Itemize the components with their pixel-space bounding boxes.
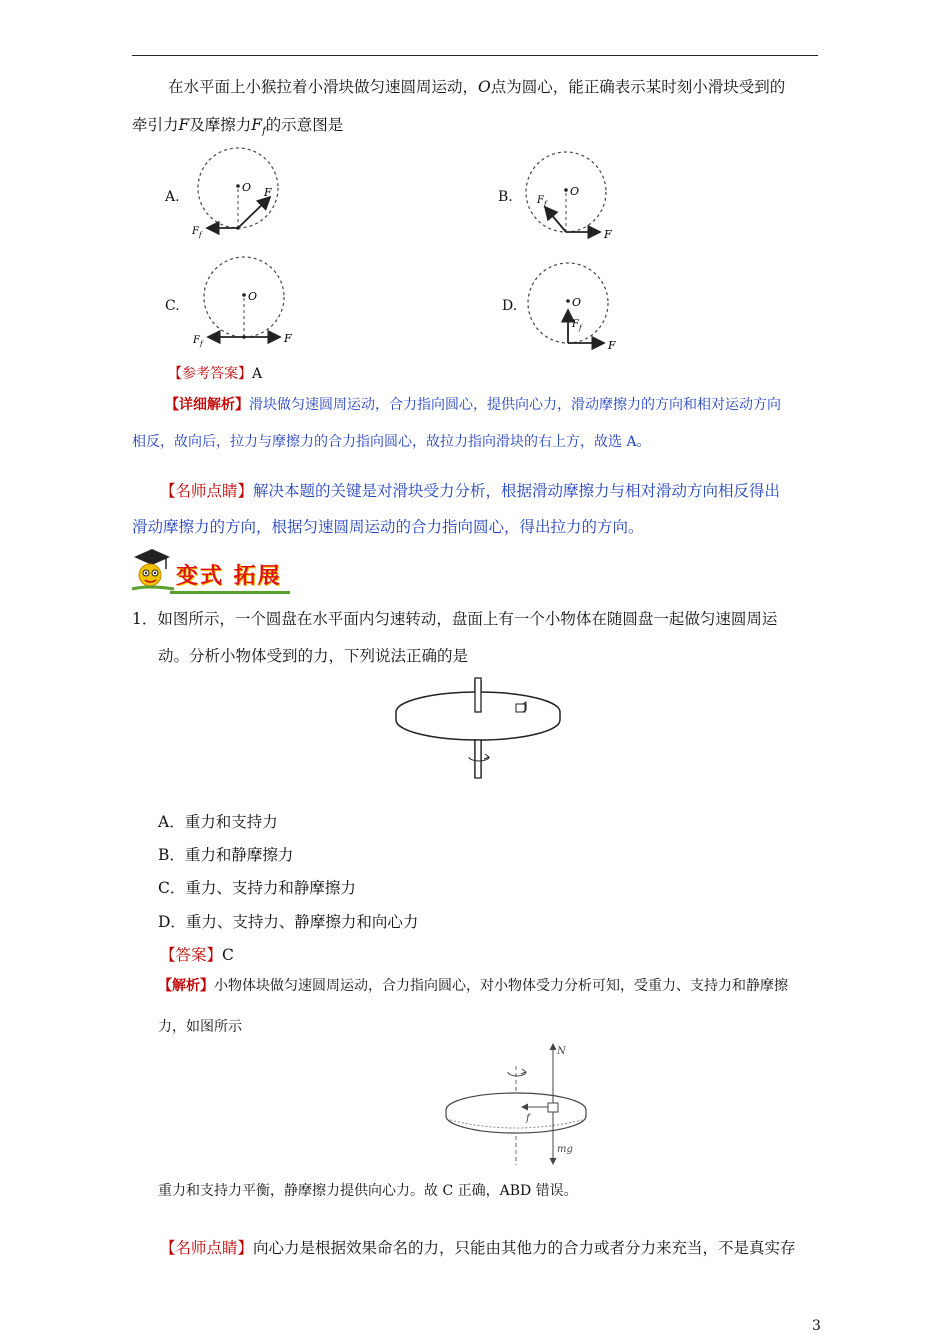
teacher-tip-line-2: 滑动摩擦力的方向，根据匀速圆周运动的合力指向圆心，得出拉力的方向。 xyxy=(132,518,644,536)
disc-force-figure xyxy=(440,1040,600,1170)
q1-teacher-tip: 【名师点睛】向心力是根据效果命名的力，只能由其他力的合力或者分力来充当，不是真实存 xyxy=(160,1239,796,1257)
svg-text:f: f xyxy=(526,1113,530,1124)
q1-answer: 【答案】C xyxy=(160,946,234,964)
svg-text:F: F xyxy=(572,319,579,330)
svg-text:O: O xyxy=(248,290,258,303)
q1-choice-d[interactable]: D．重力、支持力、静摩擦力和向心力 xyxy=(158,913,419,931)
reference-answer: 【参考答案】A xyxy=(168,366,263,382)
question-line-1: 在水平面上小猴拉着小滑块做匀速圆周运动，O点为圆心，能正确表示某时刻小滑块受到的 xyxy=(168,78,786,96)
svg-text:O: O xyxy=(572,296,582,309)
diagram-a xyxy=(191,148,278,239)
section-title: 变式 拓展 xyxy=(176,563,282,589)
diagram-d xyxy=(528,263,616,352)
question-line-2: 牵引力F及摩擦力$F_f$的示意图是 xyxy=(132,116,344,138)
analysis-line-2: 相反，故向后，拉力与摩擦力的合力指向圆心，故拉力指向滑块的右上方，故选 A。 xyxy=(132,434,651,450)
q1-line-1: 1．如图所示，一个圆盘在水平面内匀速转动，盘面上有一个小物体在随圆盘一起做匀速圆周运 xyxy=(132,610,778,628)
svg-text:F: F xyxy=(192,226,199,237)
svg-text:F: F xyxy=(264,186,272,199)
section-underline xyxy=(170,591,290,594)
q1-choice-b[interactable]: B．重力和静摩擦力 xyxy=(158,846,294,864)
page-number: 3 xyxy=(812,1318,821,1334)
q1-choice-a[interactable]: A．重力和支持力 xyxy=(158,813,278,831)
svg-text:F: F xyxy=(193,335,200,346)
option-d-label[interactable]: D. xyxy=(502,298,518,314)
option-a-label[interactable]: A. xyxy=(165,189,180,205)
svg-text:O: O xyxy=(242,181,252,194)
q1-line-2: 动。分析小物体受到的力，下列说法正确的是 xyxy=(158,647,469,665)
svg-text:f: f xyxy=(544,200,547,208)
svg-text:f: f xyxy=(199,231,202,239)
analysis-line-1: 【详细解析】滑块做匀速圆周运动，合力指向圆心，提供向心力，滑动摩擦力的方向和相对运动方向 xyxy=(165,397,781,413)
option-b-label[interactable]: B. xyxy=(498,189,513,205)
option-c-label[interactable]: C. xyxy=(165,298,180,314)
svg-text:f: f xyxy=(200,340,203,348)
mascot-icon xyxy=(128,545,178,595)
q1-conclusion: 重力和支持力平衡，静摩擦力提供向心力。故 C 正确，ABD 错误。 xyxy=(158,1183,578,1199)
svg-text:F: F xyxy=(608,339,616,352)
teacher-tip-line-1: 【名师点睛】解决本题的关键是对滑块受力分析，根据滑动摩擦力与相对滑动方向相反得出 xyxy=(160,482,781,500)
svg-text:mg: mg xyxy=(557,1144,573,1155)
svg-text:O: O xyxy=(570,185,580,198)
svg-text:F: F xyxy=(537,195,544,206)
rotating-disc-figure xyxy=(385,672,565,782)
svg-text:F: F xyxy=(284,332,292,345)
diagram-c xyxy=(192,257,292,348)
force-diagrams xyxy=(0,0,950,360)
q1-choice-c[interactable]: C．重力、支持力和静摩擦力 xyxy=(158,879,356,897)
svg-text:N: N xyxy=(557,1046,566,1057)
q1-analysis-line-1: 【解析】小物体块做匀速圆周运动，合力指向圆心，对小物体受力分析可知，受重力、支持力和静摩擦 xyxy=(158,978,788,994)
svg-text:F: F xyxy=(604,228,612,241)
diagram-b xyxy=(526,152,612,241)
svg-text:f: f xyxy=(579,324,582,332)
q1-analysis-line-2: 力，如图所示 xyxy=(158,1019,242,1035)
